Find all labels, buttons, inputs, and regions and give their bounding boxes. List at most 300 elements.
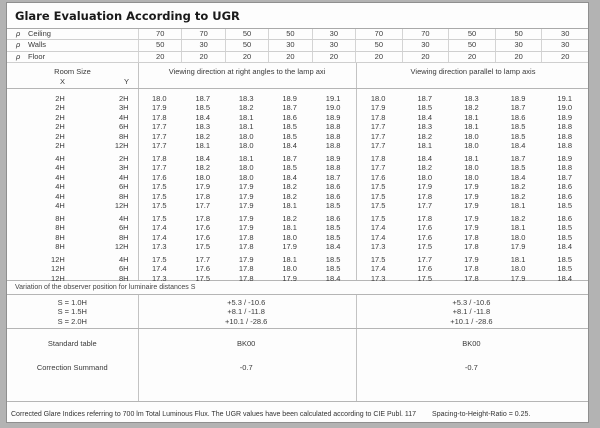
spacer bbox=[129, 255, 138, 265]
ugr-value-right: 17.8 bbox=[370, 112, 386, 122]
reflectance-value: 50 bbox=[495, 29, 542, 39]
rho-symbol: ρ bbox=[16, 29, 21, 38]
ugr-value-right: 17.4 bbox=[370, 223, 386, 233]
ugr-value-left: 17.4 bbox=[151, 232, 167, 242]
reflectance-label bbox=[7, 52, 138, 62]
room-x: 2H bbox=[55, 112, 65, 122]
spacer bbox=[129, 233, 138, 243]
ugr-value-left: 17.5 bbox=[151, 213, 167, 223]
ugr-value-right: 18.3 bbox=[417, 122, 433, 132]
right-block-header: Viewing direction parallel to lamp axis bbox=[410, 66, 536, 76]
room-x: 2H bbox=[55, 141, 65, 151]
correction-summand-value-right: -0.7 bbox=[464, 362, 478, 372]
ugr-value-left: 18.4 bbox=[195, 153, 211, 163]
reflectance-surface: Ceiling bbox=[28, 29, 51, 38]
room-y: 6H bbox=[119, 122, 129, 132]
room-x: 8H bbox=[55, 232, 65, 242]
ugr-value-right: 18.0 bbox=[370, 93, 386, 103]
room-y: 2H bbox=[119, 153, 129, 163]
correction-summand-row bbox=[7, 361, 588, 375]
ugr-value-right: 18.8 bbox=[557, 122, 573, 132]
table-row bbox=[7, 163, 588, 173]
ugr-value-right: 18.6 bbox=[557, 191, 573, 201]
ugr-value-left: 18.8 bbox=[325, 131, 341, 141]
ugr-value-left: 18.9 bbox=[282, 93, 297, 103]
ugr-value-right: 19.1 bbox=[557, 93, 573, 103]
table-row bbox=[7, 233, 588, 243]
ugr-value-left: 18.4 bbox=[282, 141, 297, 151]
spacer bbox=[129, 113, 138, 123]
spacer bbox=[129, 94, 138, 104]
ugr-value-left: 17.9 bbox=[238, 223, 254, 233]
x-column-header: X bbox=[59, 76, 65, 86]
s-label: S = 1.0H bbox=[57, 297, 87, 307]
spacer bbox=[129, 214, 138, 224]
ugr-value-left: 18.2 bbox=[282, 182, 297, 192]
ugr-value-left: 17.5 bbox=[151, 182, 167, 192]
ugr-value-right: 18.7 bbox=[417, 93, 433, 103]
ugr-value-right: 17.6 bbox=[417, 223, 433, 233]
room-x: 4H bbox=[55, 153, 65, 163]
reflectance-value: 70 bbox=[138, 29, 181, 39]
ugr-value-left: 18.2 bbox=[282, 191, 297, 201]
ugr-value-right: 18.0 bbox=[464, 163, 479, 173]
ugr-value-right: 17.9 bbox=[464, 191, 479, 201]
ugr-value-left: 18.5 bbox=[282, 122, 297, 132]
reflectance-row bbox=[7, 40, 588, 51]
table-row bbox=[7, 122, 588, 132]
ugr-value-left: 17.8 bbox=[151, 153, 167, 163]
footer-main-text: Corrected Glare Indices referring to 700 lm Total Luminous Flux. The UGR values have been calculated according to CIE Publ. 117 bbox=[11, 411, 417, 418]
ugr-value-right: 18.6 bbox=[557, 213, 573, 223]
ugr-value-right: 17.9 bbox=[510, 242, 526, 252]
ugr-value-right: 17.5 bbox=[370, 254, 386, 264]
column-divider bbox=[356, 89, 357, 280]
ugr-value-right: 18.5 bbox=[557, 264, 573, 274]
reflectance-value: 30 bbox=[181, 40, 224, 50]
room-y: 8H bbox=[119, 131, 129, 141]
ugr-value-left: 19.0 bbox=[325, 103, 341, 113]
ugr-value-right: 17.4 bbox=[370, 264, 386, 274]
page-title: Glare Evaluation According to UGR bbox=[7, 3, 588, 29]
ugr-value-left: 18.7 bbox=[282, 103, 297, 113]
ugr-value-left: 18.7 bbox=[325, 172, 341, 182]
ugr-value-right: 17.6 bbox=[417, 264, 433, 274]
ugr-value-left: 17.8 bbox=[151, 112, 167, 122]
ugr-value-left: 18.2 bbox=[195, 163, 211, 173]
room-x: 12H bbox=[51, 254, 65, 264]
ugr-value-right: 17.9 bbox=[370, 103, 386, 113]
s-value-left: +5.3 / -10.6 bbox=[227, 297, 266, 307]
ugr-value-left: 18.0 bbox=[282, 264, 297, 274]
variation-note: Variation of the observer position for luminaire distances S bbox=[7, 281, 588, 295]
ugr-value-left: 18.1 bbox=[238, 153, 254, 163]
reflectance-row bbox=[7, 52, 588, 63]
ugr-value-right: 18.1 bbox=[510, 223, 526, 233]
ugr-value-right: 18.8 bbox=[557, 163, 573, 173]
room-x: 4H bbox=[55, 172, 65, 182]
rho-symbol: ρ bbox=[16, 40, 21, 50]
column-divider bbox=[356, 63, 357, 88]
ugr-value-left: 18.5 bbox=[325, 254, 341, 264]
ugr-value-left: 18.5 bbox=[325, 232, 341, 242]
reflectance-table bbox=[7, 29, 588, 63]
spacer bbox=[129, 274, 138, 284]
room-size-group bbox=[7, 94, 588, 151]
room-x: 4H bbox=[55, 182, 65, 192]
ugr-value-left: 17.6 bbox=[151, 172, 167, 182]
room-x: 2H bbox=[55, 103, 65, 113]
ugr-value-right: 19.0 bbox=[557, 103, 573, 113]
ugr-value-right: 18.5 bbox=[557, 232, 573, 242]
ugr-value-right: 17.8 bbox=[464, 232, 479, 242]
ugr-value-right: 17.6 bbox=[370, 172, 386, 182]
ugr-value-left: 18.4 bbox=[325, 242, 341, 252]
ugr-value-right: 18.0 bbox=[464, 131, 479, 141]
reflectance-value: 50 bbox=[225, 29, 268, 39]
reflectance-value: 20 bbox=[495, 52, 542, 62]
ugr-value-right: 17.8 bbox=[417, 213, 433, 223]
reflectance-value: 20 bbox=[181, 52, 224, 62]
ugr-value-right: 18.9 bbox=[557, 112, 573, 122]
table-row bbox=[7, 113, 588, 123]
reflectance-value: 30 bbox=[312, 40, 355, 50]
ugr-value-left: 18.0 bbox=[151, 93, 167, 103]
ugr-value-left: 17.9 bbox=[238, 254, 254, 264]
ugr-value-right: 17.8 bbox=[417, 191, 433, 201]
room-y: 12H bbox=[114, 141, 129, 151]
table-row bbox=[7, 192, 588, 202]
ugr-value-left: 17.7 bbox=[195, 254, 211, 264]
room-y: 12H bbox=[114, 201, 129, 211]
ugr-value-left: 18.2 bbox=[195, 131, 211, 141]
ugr-value-right: 17.6 bbox=[417, 232, 433, 242]
spacer bbox=[129, 122, 138, 132]
spacer bbox=[129, 103, 138, 113]
room-size-group bbox=[7, 255, 588, 284]
reflectance-value: 50 bbox=[448, 40, 495, 50]
ugr-value-left: 17.8 bbox=[238, 232, 254, 242]
spacer bbox=[129, 141, 138, 151]
reflectance-value: 30 bbox=[541, 40, 588, 50]
correction-summand-value-left: -0.7 bbox=[239, 362, 253, 372]
ugr-value-left: 17.9 bbox=[238, 182, 254, 192]
room-size-group bbox=[7, 214, 588, 252]
room-size-header: Room Size bbox=[54, 66, 91, 76]
ugr-value-right: 18.5 bbox=[557, 254, 573, 264]
ugr-value-right: 17.8 bbox=[464, 242, 479, 252]
table-header bbox=[7, 63, 588, 89]
ugr-value-left: 17.8 bbox=[238, 242, 254, 252]
ugr-value-right: 18.1 bbox=[464, 112, 479, 122]
ugr-value-right: 18.5 bbox=[510, 131, 526, 141]
ugr-value-left: 17.6 bbox=[195, 264, 211, 274]
ugr-value-right: 18.0 bbox=[464, 141, 479, 151]
ugr-value-right: 17.3 bbox=[370, 273, 386, 283]
ugr-value-left: 17.3 bbox=[151, 273, 167, 283]
ugr-value-right: 17.7 bbox=[417, 254, 433, 264]
footer-note bbox=[7, 400, 588, 422]
ugr-value-right: 18.4 bbox=[557, 242, 573, 252]
y-column-header: Y bbox=[123, 76, 129, 86]
ugr-value-right: 18.5 bbox=[510, 122, 526, 132]
ugr-value-left: 18.1 bbox=[282, 223, 297, 233]
ugr-value-left: 17.6 bbox=[195, 223, 211, 233]
s-row bbox=[7, 317, 588, 327]
ugr-value-left: 18.5 bbox=[325, 201, 341, 211]
ugr-value-left: 18.2 bbox=[282, 213, 297, 223]
reflectance-value: 70 bbox=[355, 29, 402, 39]
s-value-right: +5.3 / -10.6 bbox=[452, 297, 491, 307]
spacer bbox=[129, 132, 138, 142]
ugr-value-left: 17.9 bbox=[238, 191, 254, 201]
ugr-value-right: 18.6 bbox=[557, 182, 573, 192]
room-y: 3H bbox=[119, 103, 129, 113]
reflectance-value: 20 bbox=[138, 52, 181, 62]
observer-variation-table bbox=[7, 295, 588, 329]
ugr-value-left: 18.8 bbox=[325, 163, 341, 173]
table-row bbox=[7, 242, 588, 252]
room-y: 6H bbox=[119, 182, 129, 192]
ugr-report-page bbox=[6, 2, 589, 423]
reflectance-value: 70 bbox=[402, 29, 449, 39]
ugr-value-left: 18.6 bbox=[325, 213, 341, 223]
ugr-value-right: 17.9 bbox=[464, 223, 479, 233]
standard-table-row bbox=[7, 337, 588, 351]
ugr-value-left: 17.5 bbox=[151, 201, 167, 211]
reflectance-value: 70 bbox=[181, 29, 224, 39]
room-y: 4H bbox=[119, 254, 129, 264]
room-y: 2H bbox=[119, 93, 129, 103]
spacer bbox=[129, 173, 138, 183]
room-y: 8H bbox=[119, 191, 129, 201]
ugr-value-left: 18.3 bbox=[238, 93, 254, 103]
ugr-value-left: 18.7 bbox=[195, 93, 211, 103]
ugr-value-left: 17.8 bbox=[238, 273, 254, 283]
ugr-value-right: 17.7 bbox=[417, 201, 433, 211]
room-x: 4H bbox=[55, 163, 65, 173]
ugr-value-right: 17.5 bbox=[417, 273, 433, 283]
ugr-value-right: 17.7 bbox=[370, 163, 386, 173]
ugr-value-left: 17.5 bbox=[151, 254, 167, 264]
spacer bbox=[129, 223, 138, 233]
reflectance-surface: Floor bbox=[28, 51, 46, 61]
room-x: 4H bbox=[55, 201, 65, 211]
ugr-value-left: 18.0 bbox=[238, 141, 254, 151]
ugr-value-left: 17.8 bbox=[238, 264, 254, 274]
ugr-value-right: 17.9 bbox=[417, 182, 433, 192]
ugr-value-right: 17.5 bbox=[370, 191, 386, 201]
ugr-value-right: 18.2 bbox=[510, 191, 526, 201]
ugr-value-right: 17.7 bbox=[370, 122, 386, 132]
ugr-value-left: 18.7 bbox=[282, 153, 297, 163]
table-row bbox=[7, 94, 588, 104]
ugr-value-left: 17.6 bbox=[195, 232, 211, 242]
table-row bbox=[7, 255, 588, 265]
ugr-value-left: 18.5 bbox=[325, 223, 341, 233]
ugr-value-right: 17.5 bbox=[370, 213, 386, 223]
ugr-value-right: 18.8 bbox=[557, 131, 573, 141]
spacer bbox=[129, 242, 138, 252]
ugr-value-left: 18.1 bbox=[195, 141, 211, 151]
ugr-value-right: 17.7 bbox=[370, 131, 386, 141]
ugr-value-left: 18.9 bbox=[325, 112, 341, 122]
ugr-value-left: 18.4 bbox=[195, 112, 211, 122]
ugr-value-right: 18.5 bbox=[417, 103, 433, 113]
spacer bbox=[129, 182, 138, 192]
column-divider bbox=[138, 63, 139, 88]
ugr-value-right: 17.8 bbox=[464, 264, 479, 274]
ugr-value-left: 17.7 bbox=[151, 163, 167, 173]
ugr-value-right: 17.4 bbox=[370, 232, 386, 242]
room-y: 6H bbox=[119, 223, 129, 233]
ugr-value-left: 18.0 bbox=[195, 172, 211, 182]
ugr-value-right: 17.8 bbox=[464, 273, 479, 283]
ugr-value-right: 18.8 bbox=[557, 141, 573, 151]
s-value-left: +10.1 / -28.6 bbox=[225, 317, 268, 327]
ugr-value-right: 18.1 bbox=[510, 254, 526, 264]
ugr-value-left: 17.5 bbox=[195, 242, 211, 252]
room-x: 2H bbox=[55, 131, 65, 141]
ugr-value-right: 18.4 bbox=[510, 172, 526, 182]
ugr-value-left: 18.1 bbox=[282, 254, 297, 264]
room-x: 2H bbox=[55, 93, 65, 103]
ugr-value-left: 17.8 bbox=[195, 191, 211, 201]
ugr-value-right: 18.7 bbox=[510, 153, 526, 163]
table-row bbox=[7, 182, 588, 192]
room-x: 12H bbox=[51, 264, 65, 274]
ugr-value-left: 17.9 bbox=[282, 273, 297, 283]
room-x: 8H bbox=[55, 242, 65, 252]
room-x: 8H bbox=[55, 213, 65, 223]
s-value-left: +8.1 / -11.8 bbox=[227, 307, 265, 317]
ugr-value-right: 18.1 bbox=[464, 122, 479, 132]
reflectance-value: 50 bbox=[225, 40, 268, 50]
room-y: 8H bbox=[119, 232, 129, 242]
ugr-value-right: 18.0 bbox=[510, 232, 526, 242]
ugr-value-right: 17.9 bbox=[464, 182, 479, 192]
reflectance-value: 30 bbox=[312, 29, 355, 39]
s-row bbox=[7, 298, 588, 308]
ugr-value-left: 18.9 bbox=[325, 153, 341, 163]
ugr-value-right: 18.9 bbox=[510, 93, 526, 103]
room-x: 8H bbox=[55, 223, 65, 233]
ugr-value-left: 17.5 bbox=[151, 191, 167, 201]
standard-table-value-right: BK00 bbox=[462, 338, 481, 348]
s-label: S = 1.5H bbox=[57, 307, 87, 317]
reflectance-label bbox=[7, 29, 138, 39]
ugr-value-right: 18.0 bbox=[464, 172, 479, 182]
ugr-value-left: 18.3 bbox=[195, 122, 211, 132]
ugr-value-right: 17.9 bbox=[510, 273, 526, 283]
standard-table-section bbox=[7, 329, 588, 402]
ugr-value-left: 17.9 bbox=[195, 182, 211, 192]
room-y: 4H bbox=[119, 172, 129, 182]
ugr-value-right: 18.0 bbox=[510, 264, 526, 274]
left-block-header: Viewing direction at right angles to the lamp axi bbox=[168, 66, 326, 76]
s-row bbox=[7, 307, 588, 317]
ugr-value-right: 18.0 bbox=[417, 172, 433, 182]
ugr-value-left: 18.6 bbox=[325, 182, 341, 192]
ugr-value-left: 18.1 bbox=[282, 201, 297, 211]
ugr-value-left: 18.0 bbox=[238, 131, 254, 141]
reflectance-value: 30 bbox=[541, 29, 588, 39]
ugr-value-right: 18.9 bbox=[557, 153, 573, 163]
reflectance-value: 20 bbox=[355, 52, 402, 62]
ugr-value-left: 18.6 bbox=[282, 112, 297, 122]
room-y: 4H bbox=[119, 213, 129, 223]
ugr-value-right: 18.1 bbox=[510, 201, 526, 211]
reflectance-value: 30 bbox=[402, 40, 449, 50]
ugr-value-right: 18.5 bbox=[557, 201, 573, 211]
table-row bbox=[7, 173, 588, 183]
ugr-value-right: 17.8 bbox=[370, 153, 386, 163]
ugr-value-left: 18.4 bbox=[325, 273, 341, 283]
ugr-value-right: 18.2 bbox=[464, 103, 479, 113]
table-row bbox=[7, 141, 588, 151]
ugr-value-right: 18.7 bbox=[557, 172, 573, 182]
room-x: 12H bbox=[51, 273, 65, 283]
ugr-value-left: 18.5 bbox=[282, 131, 297, 141]
standard-table-value-left: BK00 bbox=[236, 338, 256, 348]
footer-ratio-text: Spacing-to-Height-Ratio = 0.25. bbox=[432, 411, 531, 418]
room-y: 6H bbox=[119, 264, 129, 274]
reflectance-value: 20 bbox=[268, 52, 311, 62]
table-row bbox=[7, 103, 588, 113]
reflectance-label bbox=[7, 40, 138, 50]
ugr-value-left: 18.0 bbox=[238, 172, 254, 182]
table-row bbox=[7, 223, 588, 233]
ugr-value-right: 18.4 bbox=[510, 141, 526, 151]
reflectance-value: 30 bbox=[495, 40, 542, 50]
reflectance-value: 20 bbox=[448, 52, 495, 62]
reflectance-value: 20 bbox=[225, 52, 268, 62]
ugr-value-left: 17.9 bbox=[238, 213, 254, 223]
ugr-value-left: 17.9 bbox=[282, 242, 297, 252]
ugr-value-right: 18.2 bbox=[417, 131, 433, 141]
table-row bbox=[7, 154, 588, 164]
ugr-value-right: 18.2 bbox=[417, 163, 433, 173]
reflectance-value: 30 bbox=[268, 40, 311, 50]
reflectance-value: 50 bbox=[355, 40, 402, 50]
column-divider bbox=[138, 295, 139, 328]
room-y: 8H bbox=[119, 273, 129, 283]
standard-table-label: Standard table bbox=[47, 338, 97, 348]
ugr-value-right: 18.1 bbox=[464, 153, 479, 163]
spacer bbox=[129, 163, 138, 173]
reflectance-value: 50 bbox=[268, 29, 311, 39]
ugr-value-left: 18.4 bbox=[282, 172, 297, 182]
rho-symbol: ρ bbox=[16, 51, 21, 61]
ugr-value-right: 17.5 bbox=[417, 242, 433, 252]
table-row bbox=[7, 214, 588, 224]
ugr-value-table bbox=[7, 89, 588, 281]
ugr-value-left: 17.3 bbox=[151, 242, 167, 252]
reflectance-value: 20 bbox=[541, 52, 588, 62]
room-x: 4H bbox=[55, 191, 65, 201]
ugr-value-left: 18.1 bbox=[238, 122, 254, 132]
ugr-value-left: 17.7 bbox=[151, 141, 167, 151]
ugr-value-left: 17.9 bbox=[238, 201, 254, 211]
table-row bbox=[7, 274, 588, 284]
room-size-group bbox=[7, 154, 588, 211]
correction-summand-label: Correction Summand bbox=[36, 362, 108, 372]
reflectance-value: 20 bbox=[312, 52, 355, 62]
ugr-value-right: 18.5 bbox=[510, 163, 526, 173]
table-row bbox=[7, 132, 588, 142]
reflectance-surface: Walls bbox=[28, 40, 47, 50]
ugr-value-left: 18.8 bbox=[325, 122, 341, 132]
